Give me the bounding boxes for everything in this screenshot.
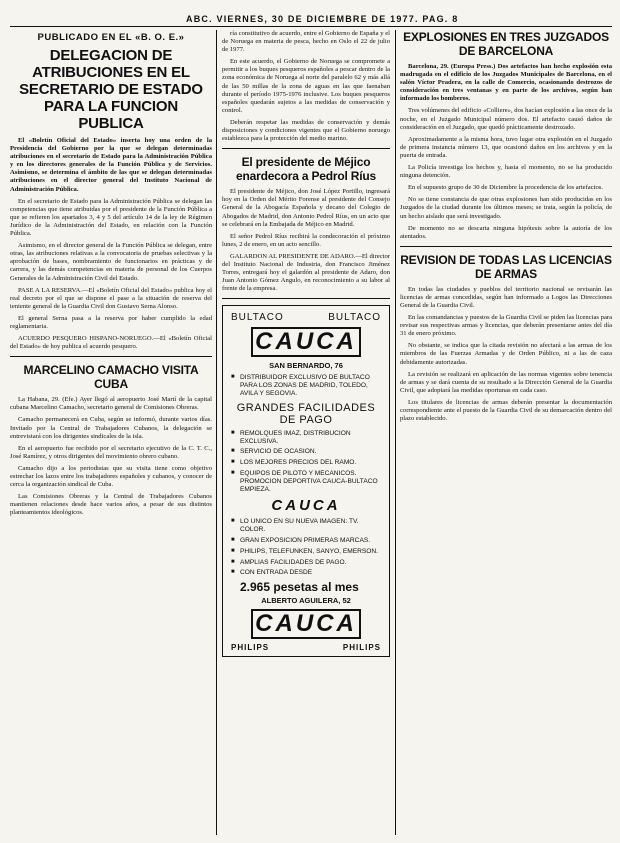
article-paragraph: De momento no se descarta ninguna hipótesis sobre la autoría de los atentados. bbox=[400, 224, 612, 240]
section-divider bbox=[222, 148, 390, 149]
ad-price: 2.965 pesetas al mes bbox=[240, 580, 359, 595]
ad-address: SAN BERNARDO, 76 bbox=[269, 361, 343, 371]
article-paragraph: Los titulares de licencias de armas deberán presentar la documentación correspondiente ante el puesto de la Guardia Civil de su demarcación dentro del plazo establecido. bbox=[400, 398, 612, 423]
headline-camacho: MARCELINO CAMACHO VISITA CUBA bbox=[23, 363, 199, 392]
section-divider bbox=[222, 298, 390, 299]
ad-list-item: ■ LOS MEJORES PRECIOS DEL RAMO. bbox=[231, 459, 381, 467]
article-paragraph: En el supuesto grupo de 30 de Diciembre la procedencia de los artefactos. bbox=[408, 184, 603, 192]
header-rule bbox=[10, 26, 612, 27]
ad-brand-row bbox=[231, 312, 381, 323]
article-paragraph: GALARDON AL PRESIDENTE DE ADARO.—El director del Instituto Nacional de Industria, don Francisco Jiménez Torres, entregará hoy el galardón al presidente de Adaro, don Juan Antonio Gómez Angulo, en reconocimiento a su labor al frente de la empresa. bbox=[222, 252, 390, 293]
article-paragraph: No se tiene constancia de que otras explosiones han sido producidas en los Juzgados de la ciudad durante los últimos meses; se trata, según la policía, de un hecho aislado que será investigado. bbox=[400, 196, 612, 220]
column-middle bbox=[222, 30, 390, 657]
ad-list-item: ■ SERVICIO DE OCASION. bbox=[231, 448, 381, 456]
kicker-boe: PUBLICADO EN EL «B. O. E.» bbox=[37, 32, 185, 43]
article-paragraph: El «Boletín Oficial del Estado» inserta hoy una orden de la Presidencia del Gobierno por la que se delegan determinadas atribuciones en el secretario de Estado para la Administración Pública y en los directores generales de la Función Pública y de Servicios. Asimismo, se determina el ámbito de las que se delegan determinadas atribuciones en el director general del Instituto Nacional de Administración Pública. bbox=[10, 137, 212, 193]
headline-delegacion: DELEGACION DE ATRIBUCIONES EN EL SECRETARIO DE ESTADO PARA LA FUNCION PUBLICA bbox=[19, 47, 203, 132]
article-paragraph: Aproximadamente a la misma hora, tuvo lugar otra explosión en el Juzgado de primera instancia número 13, que ocasionó daños en los archivos y en la puerta de entrada. bbox=[400, 135, 612, 159]
article-paragraph: ría constitutivo de acuerdo, entre el Gobierno de España y el de Noruega en materia de pesca, hecho en Oslo el 22 de julio de 1977. bbox=[222, 30, 390, 54]
article-paragraph: Asimismo, en el director general de la Función Pública se delegan, entre otras, las atribuciones relativas a la convocatoria de pruebas selectivas y la aprobación de bases, nombramiento de funcionarios en prácticas y de carrera, y las demás competencias en materia de personal de los Cuerpos Generales de la Administración Civil del Estado. bbox=[10, 242, 212, 282]
article-paragraph: El señor Pedrol Ríus recibirá la condecoración el próximo lunes, 2 de enero, en un acto sencillo. bbox=[222, 232, 390, 248]
column-rule-1 bbox=[216, 30, 217, 835]
article-paragraph: ACUERDO PESQUERO HISPANO-NORUEGO.—El «Boletín Oficial del Estado» de hoy publica el acuerdo pesquero. bbox=[10, 335, 212, 351]
article-paragraph: La Habana, 29. (Efe.) Ayer llegó al aeropuerto José Martí de la capital cubana Marcelino Camacho, secretario general de Comisiones Obreras. bbox=[10, 396, 212, 412]
article-paragraph: El general Serna pasa a la reserva por haber cumplido la edad reglamentaria. bbox=[10, 314, 212, 330]
article-paragraph: En las comandancias y puestos de la Guardia Civil se piden las licencias para revisar sus respectivas armas y licencias, que deberán presentarse antes del día 31 de enero próximo. bbox=[400, 314, 612, 338]
article-paragraph: El presidente de Méjico, don José López Portillo, ingresará hoy en la Orden del Mérito Forense al presidente del Consejo General de la Abogacía Española y decano del Colegio de Abogados de Madrid, don Antonio Pedrol Ríus, en un acto que se celebrará en la Embajada de Méjico en Madrid. bbox=[222, 188, 390, 228]
column-rule-2 bbox=[395, 30, 396, 835]
ad-list-bultaco bbox=[231, 374, 381, 397]
cauca-logo: CAUCA bbox=[251, 327, 361, 357]
ad-list-tv bbox=[231, 518, 381, 577]
ad-list-item: ■ PHILIPS, TELEFUNKEN, SANYO, EMERSON. bbox=[231, 548, 381, 556]
article-paragraph: Tres volúmenes del edificio «Colliere», dos hacían explosión a las once de la noche, en el Juzgado Municipal número dos. El artefacto causó daños de consideración en el Juzgado, que quedó prácticamente destrozado. bbox=[400, 107, 612, 131]
ad-list-item: ■ CON ENTRADA DESDE bbox=[231, 569, 381, 577]
ad-list-item: ■ AMPLIAS FACILIDADES DE PAGO. bbox=[231, 559, 381, 567]
column-right bbox=[400, 30, 612, 427]
section-divider bbox=[10, 356, 212, 357]
ad-address-2: ALBERTO AGUILERA, 52 bbox=[261, 596, 351, 606]
article-paragraph: PASE A LA RESERVA.—El «Boletín Oficial del Estado» publica hoy el real decreto por el que se dispone el pase a la situación de reserva del teniente general de la Guardia Civil don Gustavo Serna Alonso. bbox=[10, 286, 212, 310]
ad-foot-right: PHILIPS bbox=[342, 643, 381, 653]
article-paragraph: La revisión se realizará en aplicación de las normas vigentes sobre tenencia de armas y se dará cuenta de su resultado a la Dirección General de la Guardia Civil, que adoptará las medidas oportunas en cada caso. bbox=[400, 370, 612, 394]
ad-headline: GRANDES FACILIDADES DE PAGO bbox=[236, 401, 376, 426]
article-paragraph: En todas las ciudades y pueblos del territorio nacional se revisarán las licencias de armas concedidas, según han informado a Logos las Direcciones General de la Guardia Civil. bbox=[400, 285, 612, 309]
headline-mejico: El presidente de Méjico enardecora a Pedrol Ríus bbox=[236, 155, 376, 184]
ad-list-item: ■ GRAN EXPOSICION PRIMERAS MARCAS. bbox=[231, 537, 381, 545]
cauca-logo-small: CAUCA bbox=[271, 497, 341, 515]
ad-foot-left: PHILIPS bbox=[231, 643, 270, 653]
section-divider bbox=[400, 246, 612, 247]
cauca-advertisement bbox=[222, 305, 390, 657]
ad-list-item: ■ DISTRIBUIDOR EXCLUSIVO DE BULTACO PARA LOS ZONAS DE MADRID, TOLEDO, AVILA Y SEGOVIA. bbox=[231, 374, 381, 397]
article-paragraph: Camacho dijo a los periodistas que su visita tiene como objetivo estrechar los lazos entre los trabajadores españoles y cubanos, y conocer de cerca la organización sindical de Cuba. bbox=[10, 464, 212, 489]
headline-explosiones: EXPLOSIONES EN TRES JUZGADOS DE BARCELONA bbox=[403, 30, 609, 58]
ad-list-services bbox=[231, 430, 381, 494]
column-left bbox=[10, 30, 212, 521]
headline-licencias: REVISION DE TODAS LAS LICENCIAS DE ARMAS bbox=[400, 252, 612, 281]
article-paragraph: En el aeropuerto fue recibido por el secretario ejecutivo de la C. T. C., José Ramírez, y otros dirigentes del movimiento obrero cubano. bbox=[10, 444, 212, 460]
page-header: ABC. VIERNES, 30 DE DICIEMBRE DE 1977. PAG. 8 bbox=[186, 14, 459, 24]
ad-footer bbox=[231, 643, 381, 652]
article-paragraph: Deberán respetar las medidas de conservación y demás disposiciones y condiciones vigentes que el Gobierno noruego establezca para la protección del medio marino. bbox=[222, 118, 390, 143]
article-paragraph: No obstante, se indica que la citada revisión no afectará a las armas de los miembros de las Fuerzas Armadas y de Orden Público, ni a las de caza debidamente autorizadas. bbox=[400, 342, 612, 366]
ad-list-item: ■ LO UNICO EN SU NUEVA IMAGEN: TV. COLOR. bbox=[231, 518, 381, 534]
article-paragraph: Las Comisiones Obreras y la Central de Trabajadores Cubanos mantienen relaciones desde hace varios años, a pesar de sus distintos planteamientos ideológicos. bbox=[10, 493, 212, 517]
article-paragraph: Camacho permanecerá en Cuba, según se informó, durante varios días. Invitado por la Central de Trabajadores Cubanos, la delegación se entrevistará con los dirigentes sindicales de la isla. bbox=[10, 416, 212, 440]
ad-list-item: ■ REMOLQUES IMAZ, DISTRIBUCION EXCLUSIVA. bbox=[231, 430, 381, 446]
ad-brand-left: BULTACO bbox=[231, 312, 284, 324]
article-paragraph: La Policía investiga los hechos y, hasta el momento, no se ha producido ninguna detención. bbox=[400, 164, 612, 180]
article-paragraph: En el secretario de Estado para la Administración Pública se delegan las competencias que tiene atribuidas por el presidente de la Función Pública a que se refieren los apartados 3, 4 y 5 del artículo 14 de la ley de Régimen Jurídico de la Administración del Estado, en relación con la Función Pública. bbox=[10, 197, 212, 238]
article-lede: Barcelona, 29. (Europa Press.) Dos artefactos han hecho explosión esta madrugada en el edificio de los Juzgados Municipales de Barcelona, en el salón Víctor Pradera, en la calle de Comercio, ocasionando destrozos de consideración en tres ventanas y en parte de los archivos, según han informado los bomberos. bbox=[400, 63, 612, 103]
article-paragraph: En este acuerdo, el Gobierno de Noruega se compromete a permitir a los buques pesqueros españoles a pescar dentro de la zona económica de Noruega al norte del paralelo 62 y más allá de las 50 millas de la zona de aguas en las que faenaban durante el período 1975-1976 inclusive. Los buques pesqueros españoles quedarán sujetos a las medidas de conservación y control. bbox=[222, 58, 390, 114]
cauca-logo-bottom: CAUCA bbox=[251, 609, 361, 639]
ad-brand-right: BULTACO bbox=[328, 312, 381, 324]
ad-list-item: ■ EQUIPOS DE PILOTO Y MECANICOS. PROMOCION DEPORTIVA CAUCA-BULTACO EMPIEZA. bbox=[231, 470, 381, 493]
